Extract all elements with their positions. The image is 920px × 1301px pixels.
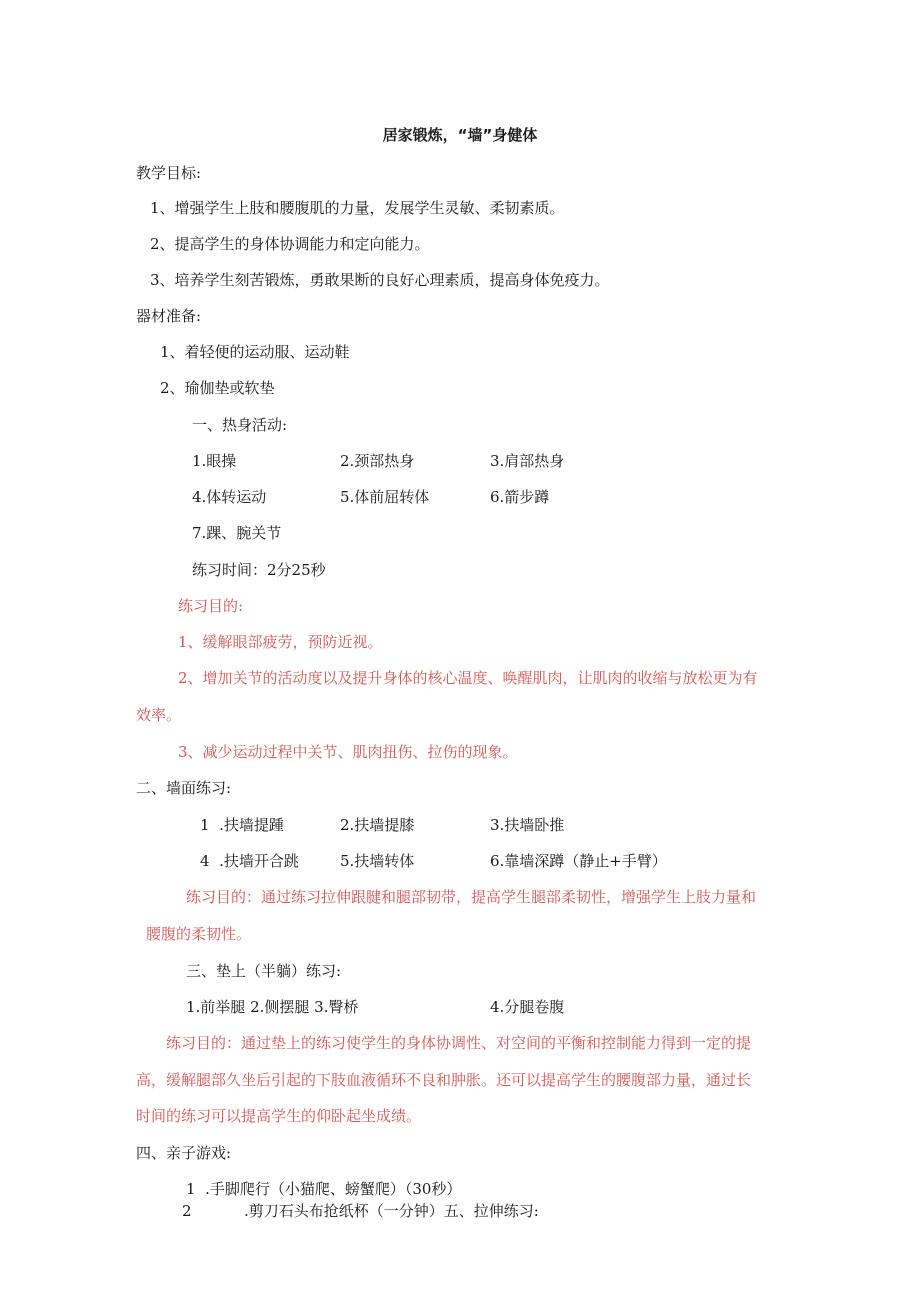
- game-heading: 四、亲子游戏:: [136, 1144, 232, 1162]
- warmup-purpose-item: 效率。: [136, 706, 182, 724]
- warmup-exercise: 5.体前屈转体: [340, 488, 430, 506]
- equipment-heading: 器材准备:: [136, 307, 202, 325]
- goal-item: 1、增强学生上肢和腰腹肌的力量，发展学生灵敏、柔韧素质。: [150, 199, 565, 217]
- mat-exercise: 4.分腿卷腹: [490, 998, 565, 1016]
- warmup-heading: 一、热身活动:: [192, 416, 288, 434]
- wall-exercise: 1 .扶墙提踵: [200, 816, 284, 834]
- warmup-exercise: 3.肩部热身: [490, 452, 565, 470]
- warmup-exercise: 4.体转运动: [192, 488, 267, 506]
- mat-heading: 三、垫上（半躺）练习:: [186, 962, 342, 980]
- wall-heading: 二、墙面练习:: [136, 779, 232, 797]
- wall-exercise: 5.扶墙转体: [340, 852, 415, 870]
- mat-purpose: 时间的练习可以提高学生的仰卧起坐成绩。: [136, 1107, 422, 1125]
- warmup-exercise: 7.踝、腕关节: [192, 524, 282, 542]
- warmup-purpose-heading: 练习目的:: [178, 597, 244, 615]
- goal-item: 3、培养学生刻苦锻炼，勇敢果断的良好心理素质，提高身体免疫力。: [150, 271, 610, 289]
- wall-purpose: 练习目的：通过练习拉伸跟腱和腿部韧带，提高学生腿部柔韧性，增强学生上肢力量和: [186, 888, 757, 906]
- warmup-exercise: 1.眼操: [192, 452, 237, 470]
- warmup-purpose-item: 3、减少运动过程中关节、肌肉扭伤、拉伤的现象。: [178, 743, 518, 761]
- warmup-purpose-item: 1、缓解眼部疲劳，预防近视。: [178, 633, 383, 651]
- mat-purpose: 练习目的：通过垫上的练习使学生的身体协调性、对空间的平衡和控制能力得到一定的提: [166, 1034, 752, 1052]
- equipment-item: 2、瑜伽垫或软垫: [160, 379, 275, 397]
- wall-exercise: 6.靠墙深蹲（静止+手臂）: [490, 852, 667, 870]
- wall-exercise: 2.扶墙提膝: [340, 816, 415, 834]
- equipment-item: 1、着轻便的运动服、运动鞋: [160, 343, 350, 361]
- game-item: 1 .手脚爬行（小猫爬、螃蟹爬）（30秒）: [186, 1180, 462, 1198]
- wall-exercise: 4 .扶墙开合跳: [200, 852, 299, 870]
- warmup-purpose-item: 2、增加关节的活动度以及提升身体的核心温度、唤醒肌肉，让肌肉的收缩与放松更为有: [178, 669, 758, 687]
- goals-heading: 教学目标:: [136, 164, 202, 182]
- page-title: 居家锻炼，“墙”身健体: [382, 126, 538, 144]
- mat-purpose: 高，缓解腿部久坐后引起的下肢血液循环不良和肿胀。还可以提高学生的腰腹部力量，通过长: [136, 1071, 752, 1089]
- warmup-exercise: 2.颈部热身: [340, 452, 415, 470]
- wall-purpose: 腰腹的柔韧性。: [146, 925, 252, 943]
- mat-exercise: 1.前举腿 2.侧摆腿 3.臀桥: [186, 998, 359, 1016]
- warmup-time: 练习时间：2分25秒: [192, 561, 326, 579]
- game-item-number: 2: [182, 1202, 192, 1220]
- game-item: .剪刀石头布抢纸杯（一分钟）五、拉伸练习:: [244, 1202, 539, 1220]
- warmup-exercise: 6.箭步蹲: [490, 488, 550, 506]
- wall-exercise: 3.扶墙卧推: [490, 816, 565, 834]
- goal-item: 2、提高学生的身体协调能力和定向能力。: [150, 235, 430, 253]
